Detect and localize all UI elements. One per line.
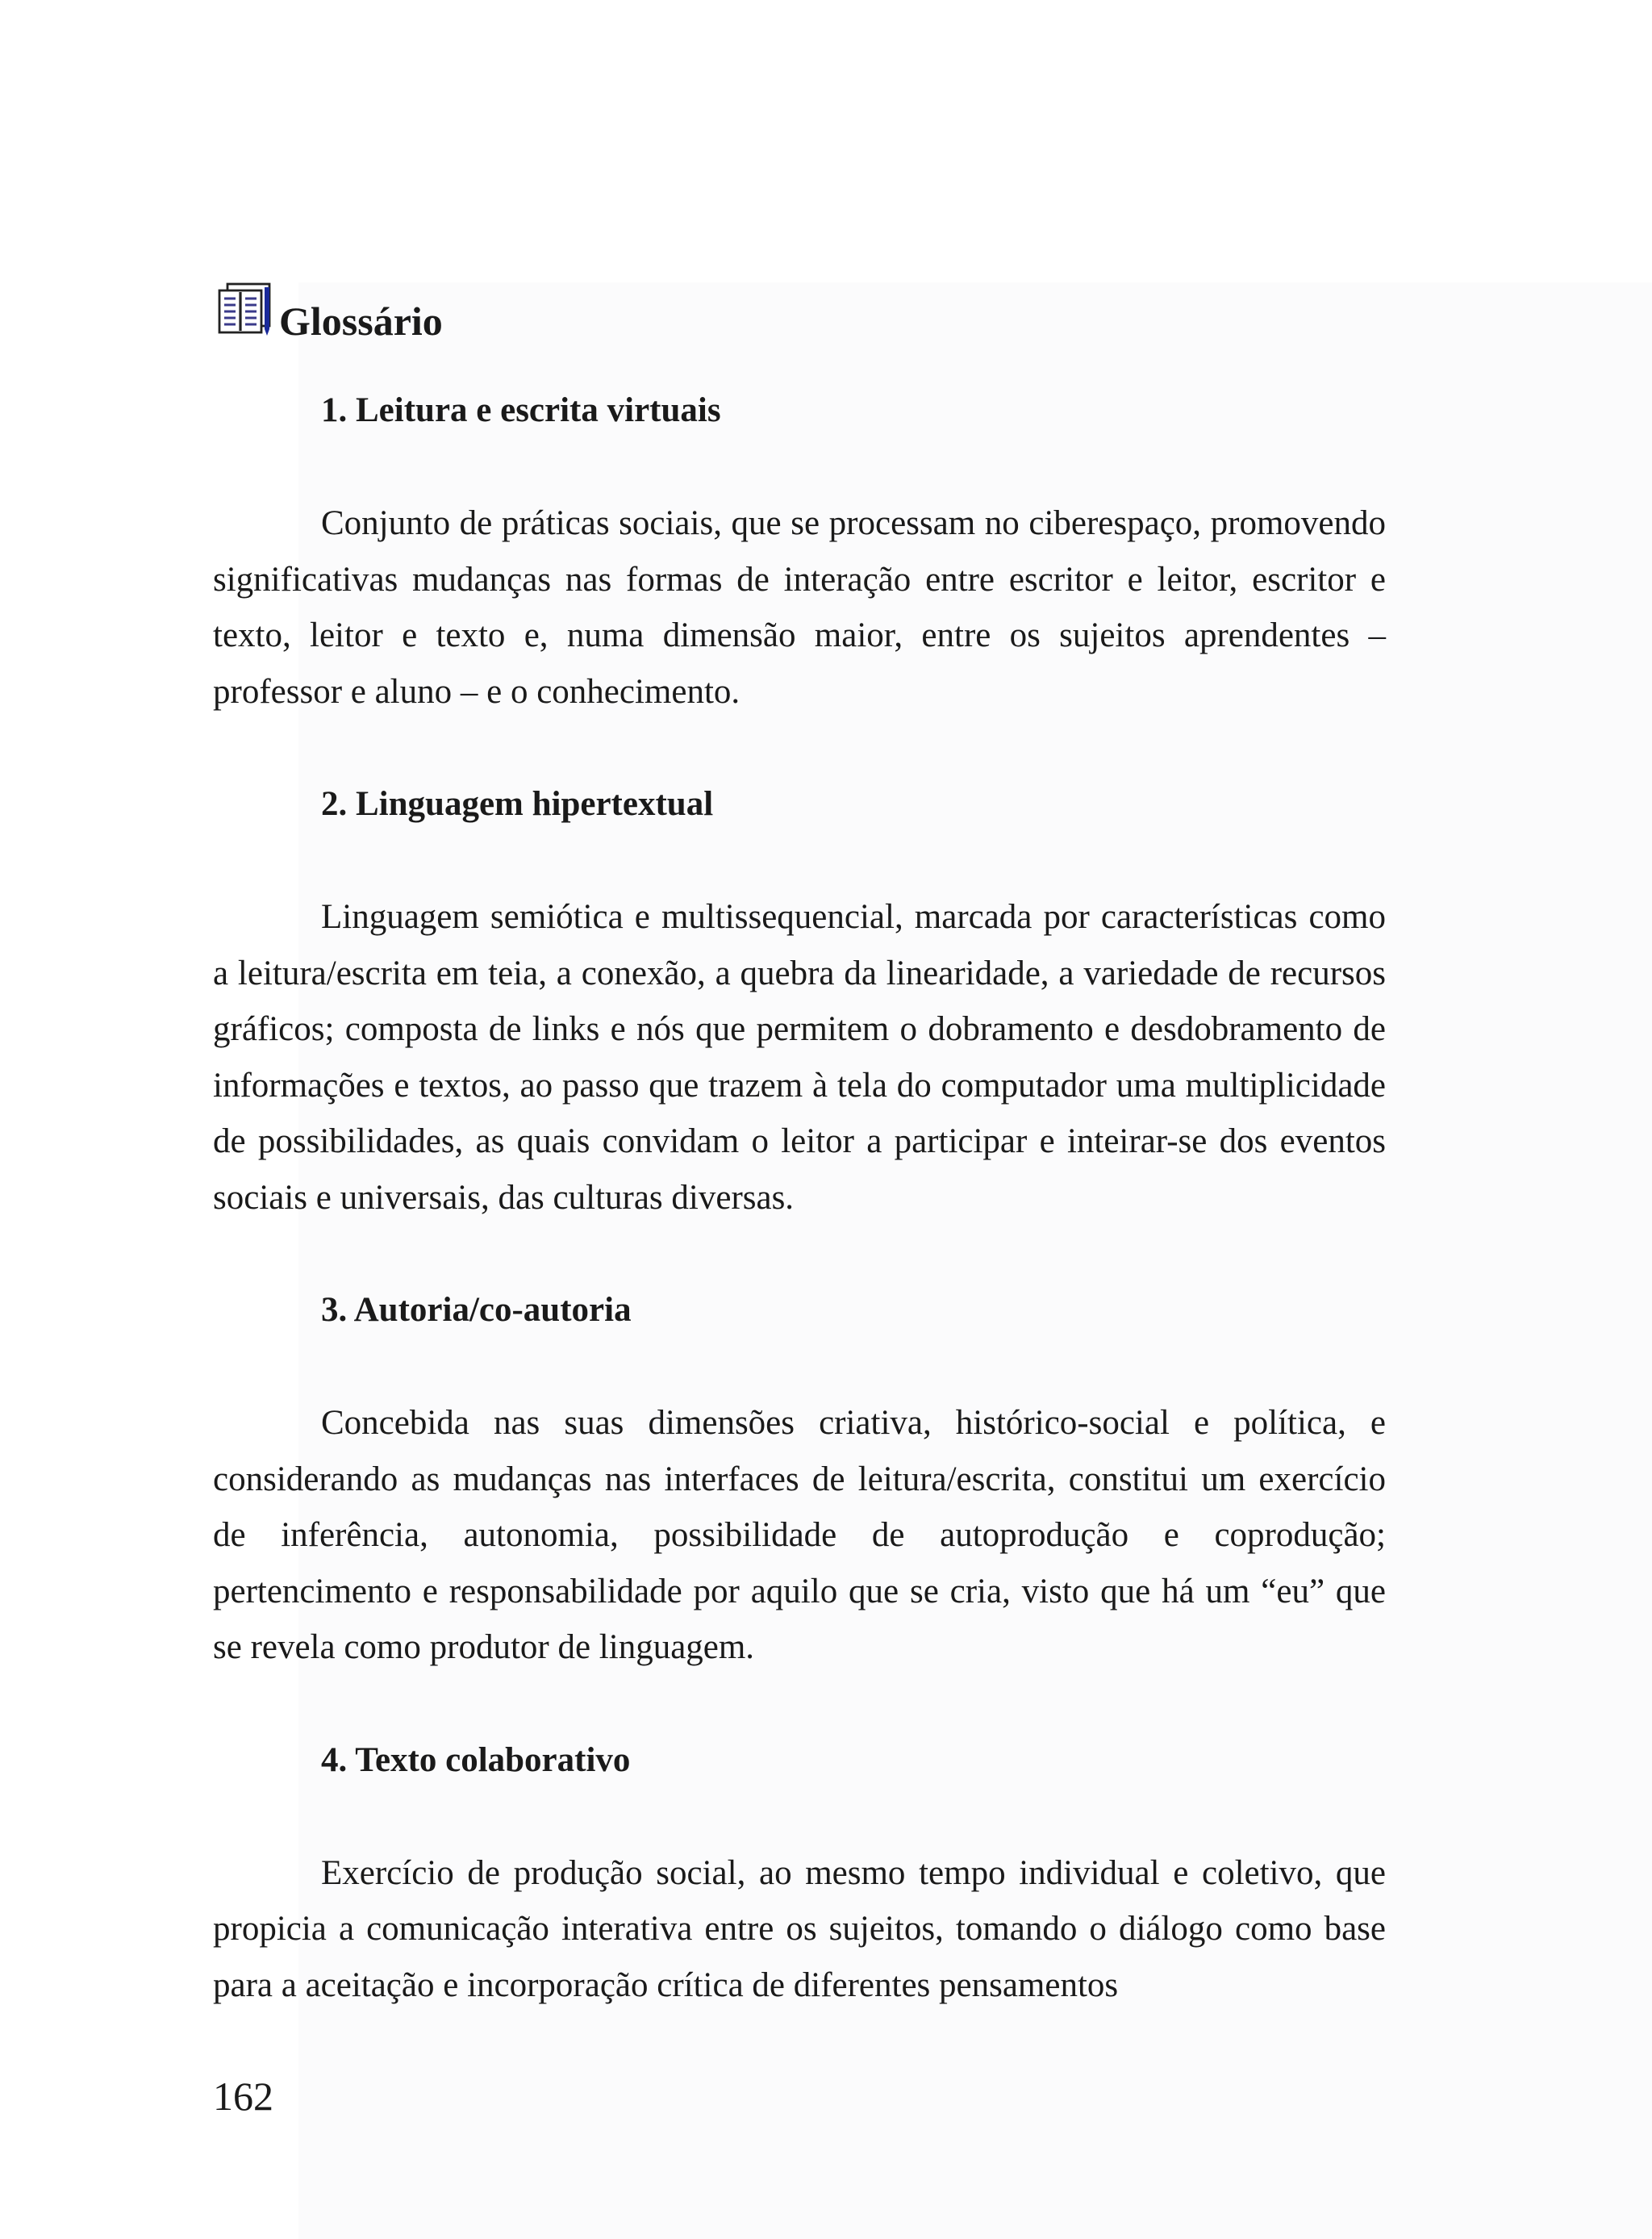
entry-body-4: Exercício de produção social, ao mesmo tempo individual e coletivo, que propicia a comunicação interativa entre os sujeitos, tomando o diálogo como base para a aceitação e incorporação crítica de diferentes pensamentos <box>213 1853 1386 2004</box>
entry-body-2: Linguagem semiótica e multissequencial, marcada por características como a leitura/escrita em teia, a conexão, a quebra da linearidade, a variedade de recursos gráficos; composta de links e nós que permitem o dobramento e desdobramento de informações e textos, ao passo que trazem à tela do computador uma multiplicidade de possibilidades, as quais convidam o leitor a participar e inteirar-se dos eventos sociais e universais, das culturas diversas. <box>213 898 1386 1217</box>
page-number: 162 <box>213 2074 273 2119</box>
page-title: Glossário <box>279 299 443 344</box>
entry-body-1: Conjunto de práticas sociais, que se processam no ciberespaço, promovendo significativas mudanças nas formas de interação entre escritor e leitor, escritor e texto, leitor e texto e, numa dimensão maior, entre os sujeitos aprendentes – professor e aluno – e o conhecimento. <box>213 504 1386 711</box>
entry-heading-1: 1. Leitura e escrita virtuais <box>321 391 721 429</box>
entry-heading-4: 4. Texto colaborativo <box>321 1740 631 1779</box>
entry-heading-3: 3. Autoria/co-autoria <box>321 1291 632 1329</box>
entry-heading-2: 2. Linguagem hipertextual <box>321 785 714 823</box>
book-icon <box>213 281 274 339</box>
entry-body-3: Concebida nas suas dimensões criativa, histórico-social e política, e considerando as mudanças nas interfaces de leitura/escrita, constitui um exercício de inferência, autonomia, possibilidade de autoprodução e coprodução; pertencimento e responsabilidade por aquilo que se cria, visto que há um “eu” que se revela como produtor de linguagem. <box>213 1404 1386 1666</box>
document-content <box>213 266 1386 2013</box>
page-header <box>213 266 1386 344</box>
